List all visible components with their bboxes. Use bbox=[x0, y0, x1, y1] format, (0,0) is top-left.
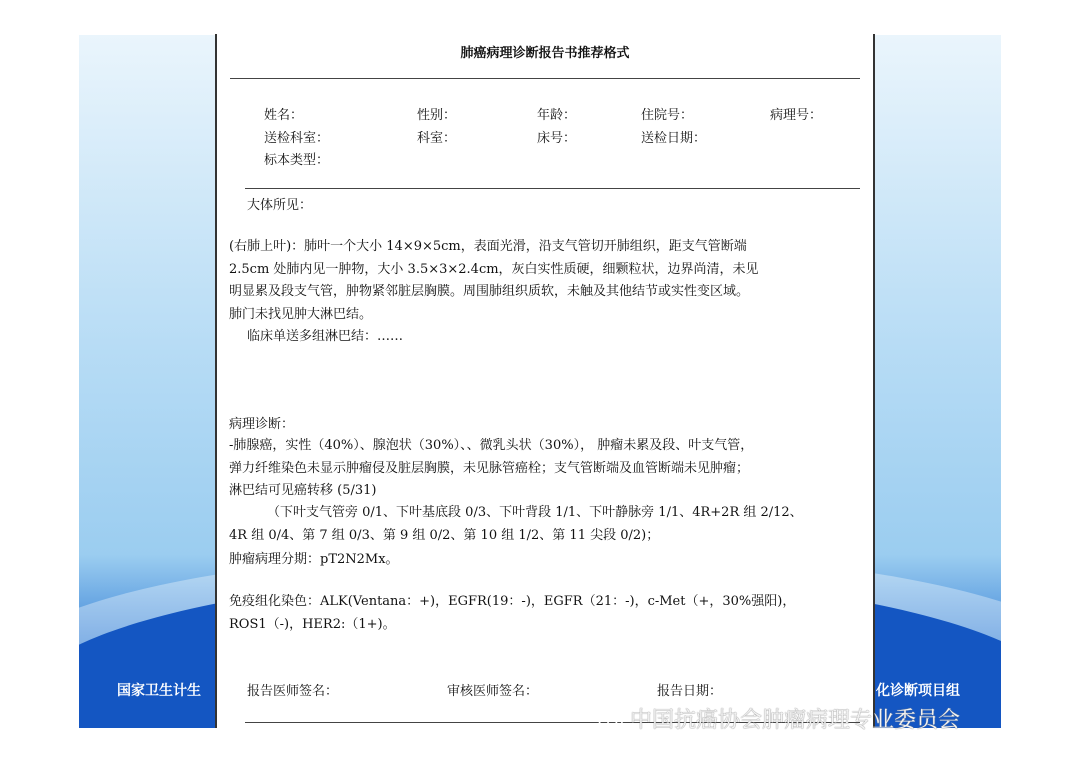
ihc-results bbox=[229, 591, 795, 636]
document-title: 肺癌病理诊断报告书推荐格式 bbox=[460, 46, 630, 61]
staging-line: 肿瘤病理分期：pT2N2Mx。 bbox=[229, 552, 399, 567]
gross-line: 2.5cm 处肺内见一肿物，大小 3.5×3×2.4cm，灰白实性质硬，细颗粒状，边界尚清，未见 bbox=[229, 261, 759, 277]
header-divider bbox=[245, 188, 860, 189]
slide-footer-right: 化诊断项目组 bbox=[876, 683, 960, 699]
lymph-detail-line: 4R 组 0/4、第 7 组 0/3、第 9 组 0/2、第 10 组 1/2、第 11 尖段 0/2)； bbox=[229, 527, 660, 543]
gross-line: (右肺上叶)：肺叶一个大小 14×9×5cm，表面光滑，沿支气管切开肺组织，距支气管断端 bbox=[229, 239, 747, 254]
lymph-detail-line: （下叶支气管旁 0/1、下叶基底段 0/3、下叶背段 1/1、下叶静脉旁 1/1、4R+2R 组 2/12、 bbox=[267, 505, 803, 520]
field-name: 姓名： bbox=[264, 108, 304, 123]
field-submission-date: 送检日期： bbox=[641, 131, 707, 146]
reviewing-physician-signature: 审核医师签名： bbox=[447, 684, 539, 699]
field-age: 年龄： bbox=[537, 108, 577, 123]
title-divider bbox=[230, 78, 860, 79]
lymph-node-submission: 临床单送多组淋巴结：…… bbox=[247, 329, 404, 344]
diagnosis-heading: 病理诊断： bbox=[229, 417, 295, 432]
lymph-node-detail bbox=[229, 502, 803, 547]
report-document bbox=[215, 34, 875, 728]
diagnosis-text bbox=[229, 435, 753, 503]
watermark-text: 中国抗癌协会肿瘤病理专业委员会 bbox=[630, 708, 961, 733]
diagnosis-line: -肺腺癌，实性（40%）、腺泡状（30%）、、微乳头状（30%）， 肿瘤未累及段、叶支气管， bbox=[229, 438, 754, 453]
field-pathology-no: 病理号： bbox=[770, 108, 823, 123]
gross-line: 明显累及段支气管，肿物紧邻脏层胸膜。周围肺组织质软，未触及其他结节或实性变区域。 bbox=[229, 284, 750, 299]
field-specimen-type: 标本类型： bbox=[264, 153, 330, 168]
ihc-line: ROS1（-)，HER2:（1+)。 bbox=[229, 616, 396, 632]
slide-footer-left: 国家卫生计生 bbox=[117, 683, 201, 699]
diagnosis-line: 淋巴结可见癌转移 (5/31) bbox=[229, 483, 377, 498]
field-inpatient-no: 住院号： bbox=[641, 108, 694, 123]
watermark bbox=[598, 703, 960, 734]
wechat-icon bbox=[598, 712, 624, 730]
gross-heading: 大体所见： bbox=[247, 198, 313, 213]
gross-description bbox=[229, 236, 759, 326]
diagnosis-line: 弹力纤维染色未显示肿瘤侵及脏层胸膜，未见脉管癌栓；支气管断端及血管断端未见肿瘤； bbox=[229, 460, 750, 476]
gross-line: 肺门未找见肿大淋巴结。 bbox=[229, 306, 373, 322]
report-date: 报告日期： bbox=[657, 684, 723, 699]
field-department: 科室： bbox=[417, 131, 457, 146]
reporting-physician-signature: 报告医师签名： bbox=[247, 684, 339, 699]
field-gender: 性别： bbox=[417, 108, 457, 123]
ihc-line: 免疫组化染色：ALK(Ventana：+)，EGFR(19：-)，EGFR（21：-)，c-Met（+，30%强阳)， bbox=[229, 594, 796, 609]
field-submitting-dept: 送检科室： bbox=[264, 131, 330, 146]
field-bed-no: 床号： bbox=[537, 131, 577, 146]
